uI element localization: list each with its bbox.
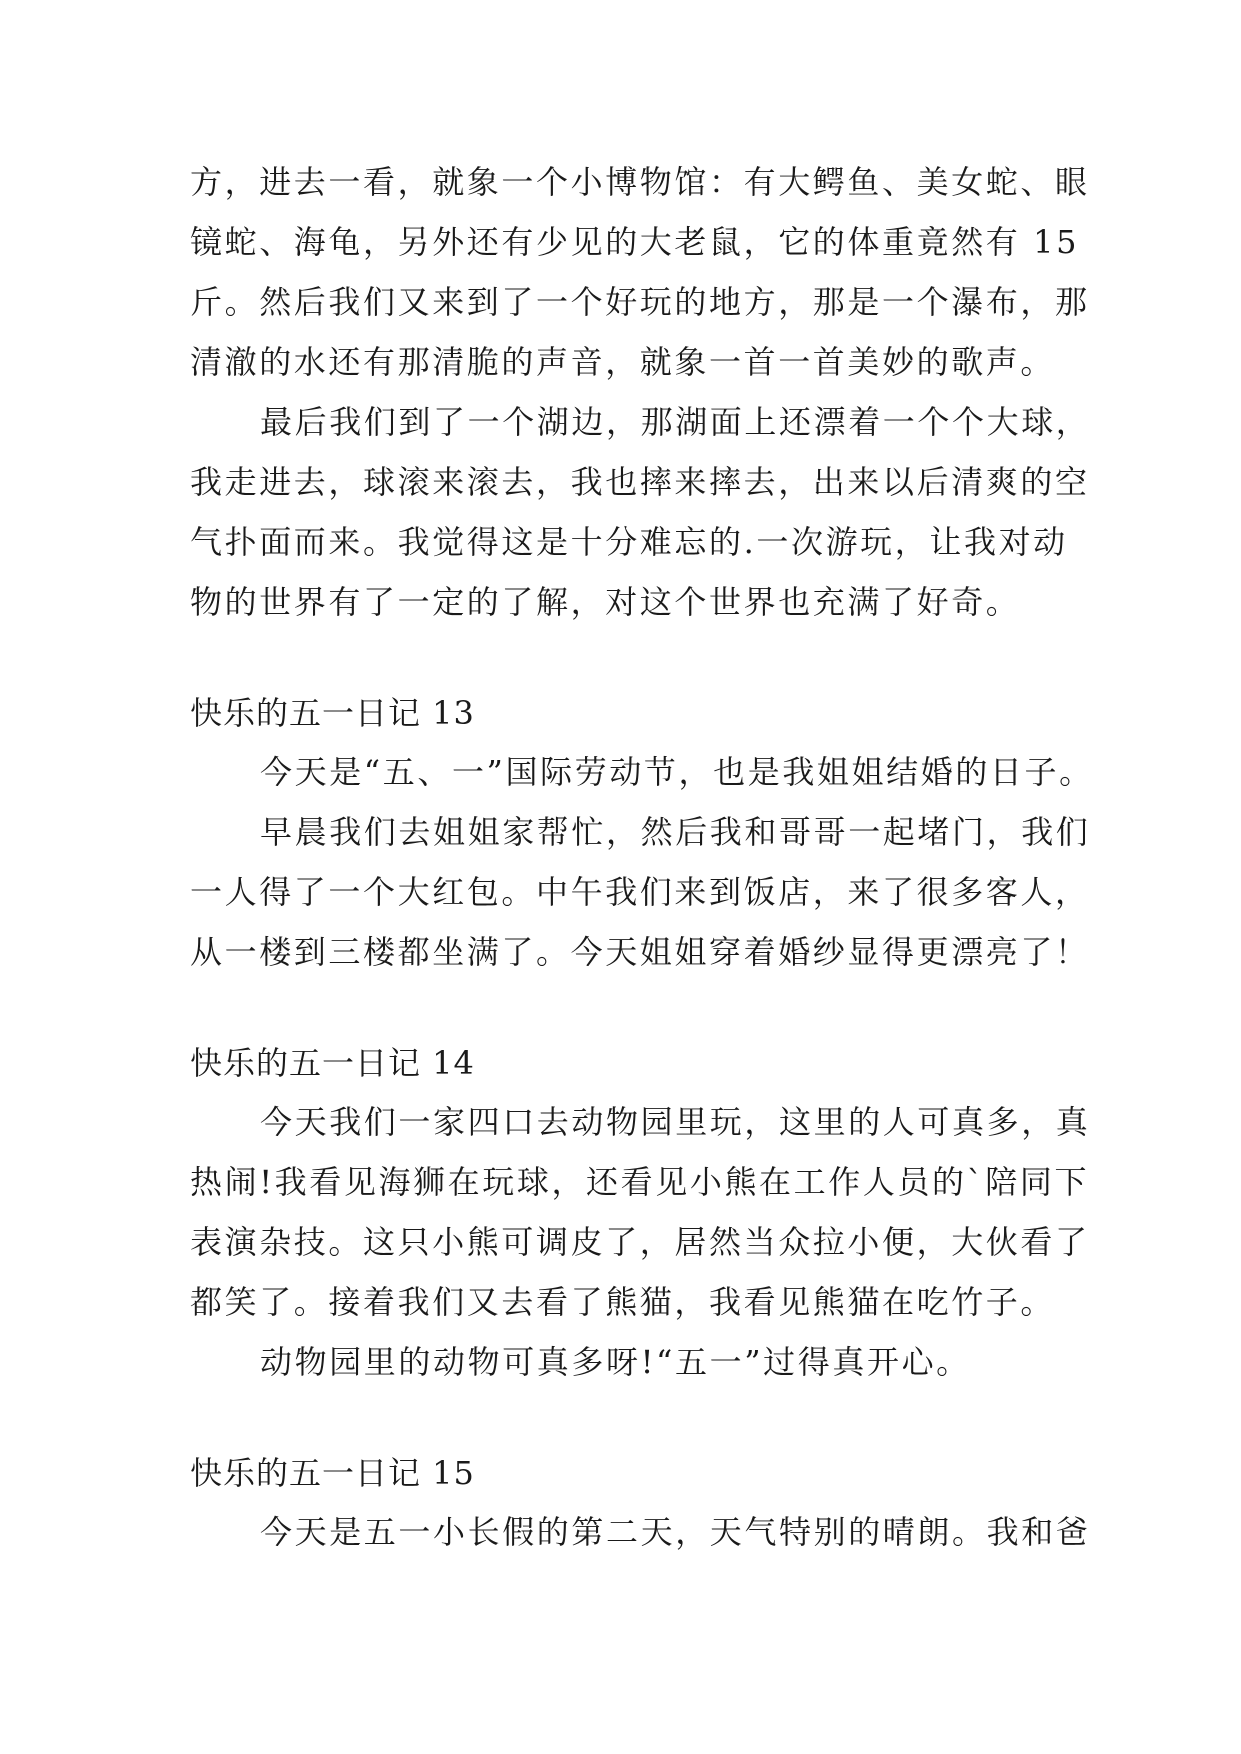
section-heading: 快乐的五一日记 13	[190, 694, 475, 732]
paragraph-line: 表演杂技。这只小熊可调皮了，居然当众拉小便，大伙看了	[190, 1223, 1090, 1261]
paragraph-line: 今天是“五、一”国际劳动节，也是我姐姐结婚的日子。	[260, 753, 1094, 791]
paragraph-line: 方，进去一看，就象一个小博物馆：有大鳄鱼、美女蛇、眼	[190, 163, 1090, 201]
paragraph-line: 清澈的水还有那清脆的声音，就象一首一首美妙的歌声。	[190, 343, 1056, 381]
section-heading: 快乐的五一日记 15	[190, 1454, 475, 1492]
paragraph-line: 动物园里的动物可真多呀!“五一”过得真开心。	[260, 1343, 971, 1381]
paragraph-line: 气扑面而来。我觉得这是十分难忘的.一次游玩，让我对动	[190, 523, 1068, 561]
paragraph-line: 物的世界有了一定的了解，对这个世界也充满了好奇。	[190, 583, 1021, 621]
paragraph-line: 早晨我们去姐姐家帮忙，然后我和哥哥一起堵门，我们	[260, 813, 1091, 851]
paragraph-line: 今天我们一家四口去动物园里玩，这里的人可真多，真	[260, 1103, 1091, 1141]
paragraph-line: 一人得了一个大红包。中午我们来到饭店，来了很多客人，	[190, 873, 1090, 911]
paragraph-line: 从一楼到三楼都坐满了。今天姐姐穿着婚纱显得更漂亮了！	[190, 933, 1090, 971]
paragraph-line: 斤。然后我们又来到了一个好玩的地方，那是一个瀑布，那	[190, 283, 1090, 321]
paragraph-line: 今天是五一小长假的第二天，天气特别的晴朗。我和爸	[260, 1513, 1091, 1551]
paragraph-line: 镜蛇、海龟，另外还有少见的大老鼠，它的体重竟然有 15	[190, 223, 1080, 261]
paragraph-line: 我走进去，球滚来滚去，我也摔来摔去，出来以后清爽的空	[190, 463, 1090, 501]
paragraph-line: 热闹!我看见海狮在玩球，还看见小熊在工作人员的`陪同下	[190, 1163, 1090, 1201]
paragraph-line: 最后我们到了一个湖边，那湖面上还漂着一个个大球，	[260, 403, 1091, 441]
section-heading: 快乐的五一日记 14	[190, 1044, 475, 1082]
paragraph-line: 都笑了。接着我们又去看了熊猫，我看见熊猫在吃竹子。	[190, 1283, 1056, 1321]
